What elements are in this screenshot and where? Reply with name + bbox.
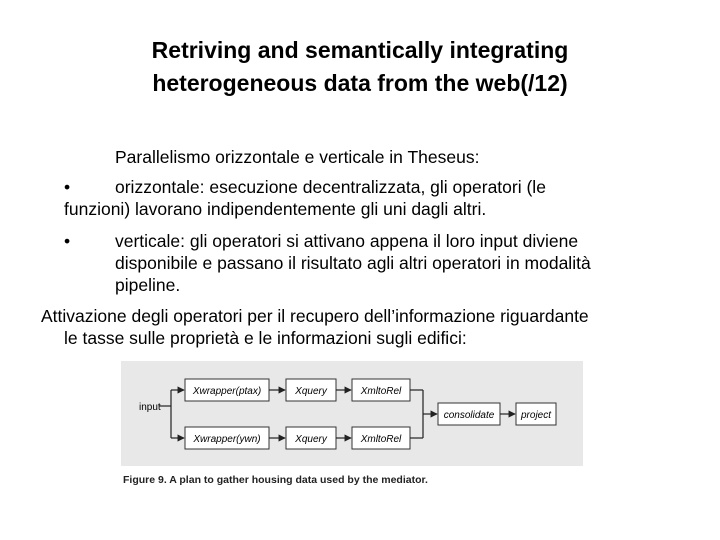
slide-title-line-1: Retriving and semantically integrating [151,37,569,63]
row2-xmltorel-label: XmltoRel [360,434,402,445]
project-label: project [520,410,552,421]
paragraph-line-1: Attivazione degli operatori per il recupero dell’informazione riguardante [41,306,589,326]
bullet-1-marker: • [64,177,71,197]
bullet-2-line-1: verticale: gli operatori si attivano appena il loro input diviene [115,231,579,251]
row2-wrapper-label: Xwrapper(ywn) [193,434,261,445]
row1-wrapper-label: Xwrapper(ptax) [192,386,262,397]
bullet-2-line-2: disponibile e passano il risultato agli altri operatori in modalità [115,253,591,273]
row1-xmltorel-label: XmltoRel [360,386,402,397]
row2-xquery-label: Xquery [295,434,327,445]
bullet-1-line-2: funzioni) lavorano indipendentemente gli uni dagli altri. [64,199,487,219]
input-label: input [139,402,161,413]
bullet-2-marker: • [64,231,71,251]
bullet-1-line-1: orizzontale: esecuzione decentralizzata, gli operatori (le [115,177,546,197]
slide-title [0,34,720,100]
slide-title-line-2: heterogeneous data from the web(/12) [152,70,568,96]
intro-text: Parallelismo orizzontale e verticale in Theseus: [115,147,480,167]
bullet-2-line-3: pipeline. [115,275,181,295]
row1-xquery-label: Xquery [295,386,327,397]
mediator-plan-figure [121,361,583,492]
consolidate-label: consolidate [443,410,495,421]
figure-caption: Figure 9. A plan to gather housing data used by the mediator. [123,474,428,486]
paragraph-line-2: le tasse sulle proprietà e le informazioni sugli edifici: [64,328,467,348]
